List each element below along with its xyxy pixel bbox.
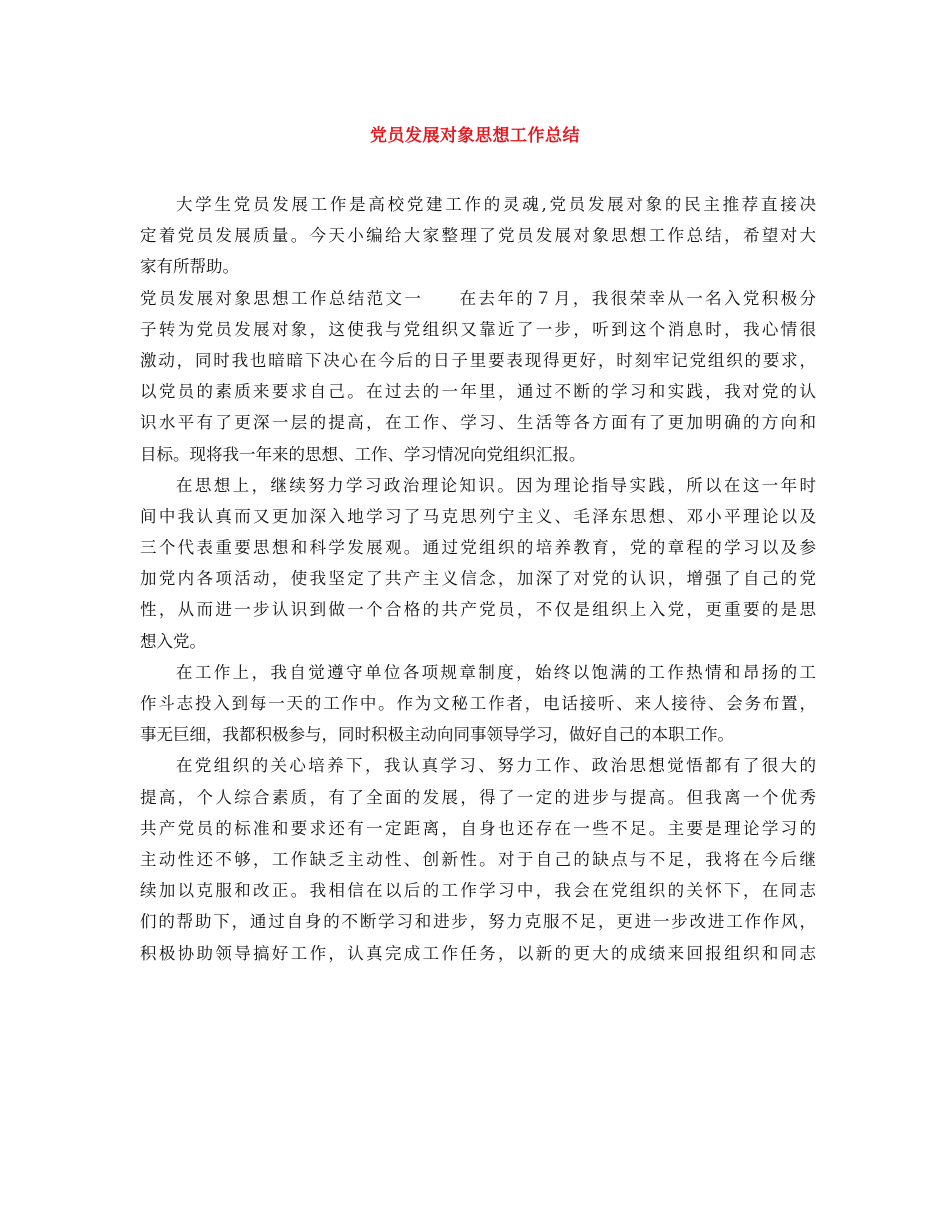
text-line: 大学生党员发展工作是高校党建工作的灵魂,党员发展对象的民主推荐直接决: [176, 195, 816, 214]
text-line: [140, 283, 816, 314]
intro-paragraph: [140, 189, 816, 283]
text-line: 以党员的素质来要求自己。在过去的一年里，通过不断的学习和实践，我对党的认: [140, 382, 816, 402]
text-line: 三个代表重要思想和科学发展观。通过党组织的培养教育，党的章程的学习以及参: [140, 538, 816, 558]
text-line: 性，从而进一步认识到做一个合格的共产党员，不仅是组织上入党，更重要的是思: [140, 600, 816, 620]
document-title: 党员发展对象思想工作总结: [370, 126, 580, 146]
section-heading: 党员发展对象思想工作总结范文一: [140, 288, 424, 308]
document-body: [140, 189, 816, 969]
paragraph-3: [140, 657, 816, 751]
text-line: 在党组织的关心培养下，我认真学习、努力工作、政治思想觉悟都有了很大的: [176, 756, 816, 776]
text-line: 主动性还不够，工作缺乏主动性、创新性。对于自己的缺点与不足，我将在今后继: [140, 849, 816, 869]
text-line: 积极协助领导搞好工作，认真完成工作任务，以新的更大的成绩来回报组织和同志: [140, 943, 816, 963]
text-line: 提高，个人综合素质，有了全面的发展，得了一定的进步与提高。但我离一个优秀: [140, 787, 816, 807]
text-line: 在工作上，我自觉遵守单位各项规章制度，始终以饱满的工作热情和昂扬的工: [176, 662, 816, 682]
text-line: 目标。现将我一年来的思想、工作、学习情况向党组织汇报。: [140, 444, 586, 464]
text-line: 作斗志投入到每一天的工作中。作为文秘工作者，电话接听、来人接待、会务布置，: [140, 694, 816, 713]
text-line-segment: 在去年的７月，我很荣幸从一名入党积极分: [457, 288, 816, 308]
text-line: 事无巨细，我都积极参与，同时积极主动向同事领导学习，做好自己的本职工作。: [140, 725, 734, 745]
text-line: 在思想上，继续努力学习政治理论知识。因为理论指导实践，所以在这一年时: [176, 475, 816, 495]
text-line: 想入党。: [140, 631, 206, 651]
paragraph-2: [140, 470, 816, 657]
text-line: 加党内各项活动，使我坚定了共产主义信念，加深了对党的认识，增强了自己的党: [140, 569, 816, 589]
paragraph-4: [140, 750, 816, 968]
text-line: 子转为党员发展对象，这使我与党组织又靠近了一步，听到这个消息时，我心情很: [140, 319, 816, 339]
text-line: 共产党员的标准和要求还有一定距离，自身也还存在一些不足。主要是理论学习的: [140, 818, 816, 838]
text-line: 们的帮助下，通过自身的不断学习和进步，努力克服不足，更进一步改进工作作风，: [140, 912, 816, 932]
text-line: 间中我认真而又更加深入地学习了马克思列宁主义、毛泽东思想、邓小平理论以及: [140, 506, 816, 526]
text-line: 识水平有了更深一层的提高，在工作、学习、生活等各方面有了更加明确的方向和: [140, 413, 816, 433]
text-line: 激动，同时我也暗暗下决心在今后的日子里要表现得更好，时刻牢记党组织的要求，: [140, 350, 816, 370]
section-paragraph-1: [140, 283, 816, 470]
text-line: 家有所帮助。: [140, 257, 239, 277]
text-line: 续加以克服和改正。我相信在以后的工作学习中，我会在党组织的关怀下，在同志: [140, 881, 816, 901]
text-line: 定着党员发展质量。今天小编给大家整理了党员发展对象思想工作总结，希望对大: [140, 226, 816, 246]
